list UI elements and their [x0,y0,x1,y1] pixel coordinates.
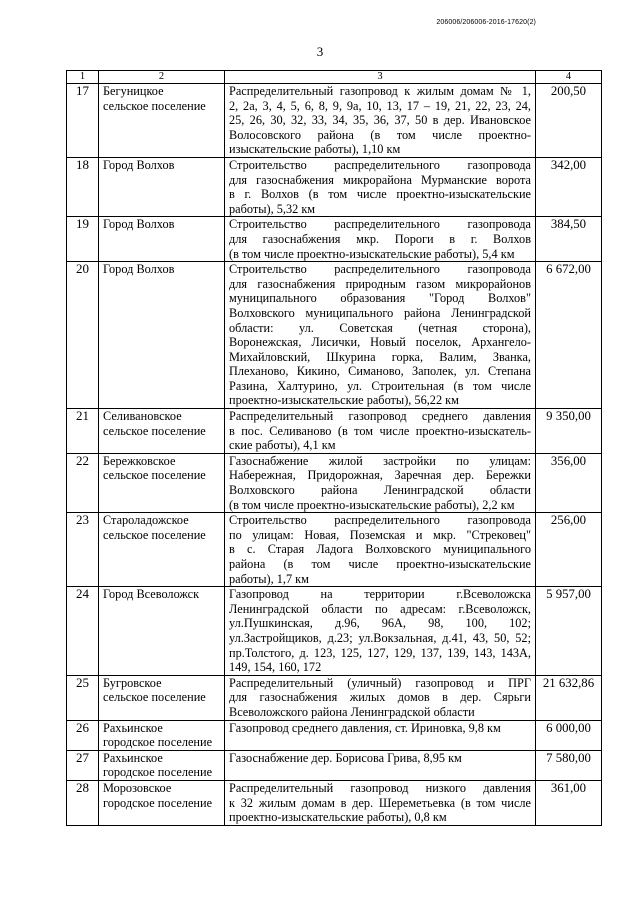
description-line: 2, 2а, 3, 4, 5, 6, 8, 9, 9а, 10, 13, 17 – 19, 21, 22, 23, 24, [229,98,531,113]
row-number: 25 [67,675,99,720]
cost-cell: 7 580,00 [536,750,602,780]
settlement-cell [99,217,225,262]
settlement-line: сельское поселение [103,468,206,483]
table-row [67,217,602,262]
column-header-4: 4 [536,71,602,84]
document-id: 206006/206006-2016-17620(2) [436,19,536,26]
settlement-line: Бугровское [103,675,162,690]
description-line: Строительство распределительного газопровода [229,157,531,172]
description-line: Волосовского района (в том числе проектно- [229,127,531,142]
settlement-line: сельское поселение [103,98,206,113]
description-line: Газопровод на территории г.Всеволожска [229,587,531,602]
settlement-cell [99,453,225,512]
settlement-line: Бегуницкое [103,84,164,98]
gas-pipeline-table [66,70,602,826]
cost-cell: 21 632,86 [536,675,602,720]
description-line: пр.Толстого, д. 123, 125, 127, 129, 137, 139, 143, 143А, [229,645,531,660]
row-number: 19 [67,217,99,262]
table-row [67,84,602,158]
settlement-line: Город Волхов [103,217,175,232]
settlement-cell [99,750,225,780]
description-line: Всеволожского района Ленинградской области [229,704,475,719]
settlement-line: сельское поселение [103,423,206,438]
description-line: в пос. Селиваново (в том числе проектно-изыскатель- [229,423,531,438]
description-line: 25, 26, 30, 32, 33, 34, 35, 36, 37, 50 в дер. Ивановское [229,113,531,128]
description-line: Строительство распределительного газопровода [229,262,531,277]
settlement-line: сельское поселение [103,690,206,705]
cost-cell: 361,00 [536,780,602,825]
table-row [67,720,602,750]
description-cell [225,587,536,676]
description-cell [225,750,536,780]
table-body [67,84,602,826]
settlement-line: сельское поселение [103,527,206,542]
row-number: 22 [67,453,99,512]
description-cell [225,780,536,825]
settlement-cell [99,720,225,750]
description-line: (в том числе проектно-изыскательские работы), 5,4 км [229,246,515,261]
settlement-line: Рахьинское [103,750,163,765]
description-line: муниципального образования "Город Волхов" [229,291,531,306]
description-line: (в том числе проектно-изыскательские работы), 2,2 км [229,497,515,512]
settlement-line: городское поселение [103,765,213,780]
description-line: проектно-изыскательские работы), 0,8 км [229,810,447,825]
settlement-line: Город Всеволожск [103,587,200,602]
column-header-1: 1 [67,71,99,84]
description-line: Воронежская, Лисички, Новый поселок, Архангело- [229,335,531,350]
description-line: Разина, Халтурино, ул. Строительная (в том числе [229,378,531,393]
description-line: Ленинградской области по адресам: г.Всеволожск, [229,601,531,616]
row-number: 28 [67,780,99,825]
description-line: для газоснабжения микрорайона Мурманские ворота [229,172,531,187]
description-line: для газоснабжения мкр. Пороги в г. Волхов [229,231,531,246]
cost-cell: 384,50 [536,217,602,262]
cost-cell: 9 350,00 [536,409,602,454]
description-cell [225,513,536,587]
settlement-cell [99,157,225,216]
settlement-cell [99,513,225,587]
description-cell [225,157,536,216]
settlement-cell [99,780,225,825]
settlement-line: Город Волхов [103,157,175,172]
table-row [67,780,602,825]
description-line: ул.Пушкинская, д.96, 96А, 98, 100, 102; [229,616,531,631]
description-line: для газоснабжения жилых домов в дер. Сярьги [229,690,531,705]
cost-cell: 342,00 [536,157,602,216]
cost-cell: 200,50 [536,84,602,158]
table-row [67,513,602,587]
description-line: района (в том числе проектно-изыскательские [229,557,531,571]
description-line: в с. Старая Ладога Волховского муниципального [229,542,531,557]
description-line: Михайловский, Шкурина горка, Валим, Званка, [229,349,531,364]
description-line: Газоснабжение жилой застройки по улицам: [229,453,531,468]
table-row [67,750,602,780]
description-line: Строительство распределительного газопровода [229,217,531,232]
description-line: в г. Волхов (в том числе проектно-изыскательские [229,187,531,202]
settlement-cell [99,587,225,676]
table-row [67,453,602,512]
description-line: работы), 5,32 км [229,201,316,216]
description-line: изыскательские работы), 1,10 км [229,142,401,157]
description-line: области: ул. Советская (четная сторона), [229,320,531,335]
table-row [67,409,602,454]
column-header-2: 2 [99,71,225,84]
description-line: Газопровод среднего давления, ст. Ириновка, 9,8 км [229,720,501,735]
description-line: для газоснабжения природным газом микрорайонов [229,276,531,291]
description-line: Волховского муниципального района Ленинградской [229,305,531,320]
settlement-line: городское поселение [103,735,213,750]
cost-cell: 5 957,00 [536,587,602,676]
description-line: Распределительный газопровод к жилым домам № 1, [229,84,531,98]
cost-cell: 356,00 [536,453,602,512]
table-row [67,587,602,676]
cost-cell: 256,00 [536,513,602,587]
settlement-line: Староладожское [103,513,189,528]
description-line: Волховского района Ленинградской области [229,483,531,498]
description-line: Плеханово, Кикино, Симаново, Заполек, ул. Степана [229,364,531,379]
description-line: Набережная, Придорожная, Заречная дер. Бережки [229,468,531,483]
description-cell [225,409,536,454]
row-number: 20 [67,262,99,409]
settlement-line: Селивановское [103,409,182,424]
description-cell [225,453,536,512]
description-line: к 32 жилым домам в дер. Шереметьевка (в том числе [229,795,531,810]
settlement-cell [99,262,225,409]
row-number: 18 [67,157,99,216]
description-cell [225,84,536,158]
settlement-cell [99,409,225,454]
table-row [67,157,602,216]
description-cell [225,720,536,750]
settlement-line: Бережковское [103,453,176,468]
description-line: 149, 154, 160, 172 [229,660,322,675]
settlement-cell [99,84,225,158]
row-number: 26 [67,720,99,750]
description-line: работы), 1,7 км [229,571,309,586]
description-cell [225,675,536,720]
settlement-line: Рахьинское [103,720,163,735]
row-number: 21 [67,409,99,454]
column-header-row [67,71,602,84]
description-line: Распределительный (уличный) газопровод и ПРГ [229,675,531,690]
row-number: 23 [67,513,99,587]
description-line: Строительство распределительного газопровода [229,513,531,528]
row-number: 24 [67,587,99,676]
description-cell [225,217,536,262]
description-line: проектно-изыскательские работы), 56,22 км [229,393,459,408]
table-row [67,675,602,720]
settlement-line: городское поселение [103,795,213,810]
column-header-3: 3 [225,71,536,84]
page-number: 3 [316,44,324,59]
row-number: 17 [67,84,99,158]
description-line: по улицам: Новая, Поземская и мкр. "Стрековец" [229,527,531,542]
description-cell [225,262,536,409]
table-row [67,262,602,409]
cost-cell: 6 000,00 [536,720,602,750]
cost-cell: 6 672,00 [536,262,602,409]
settlement-line: Морозовское [103,780,172,795]
settlement-cell [99,675,225,720]
description-line: Газоснабжение дер. Борисова Грива, 8,95 км [229,750,462,765]
row-number: 27 [67,750,99,780]
description-line: ул.Застройщиков, д.23; ул.Вокзальная, д.41, 43, 50, 52; [229,630,531,645]
description-line: Распределительный газопровод низкого давления [229,780,531,795]
description-line: ские работы), 4,1 км [229,438,336,453]
description-line: Распределительный газопровод среднего давления [229,409,531,424]
settlement-line: Город Волхов [103,262,175,277]
